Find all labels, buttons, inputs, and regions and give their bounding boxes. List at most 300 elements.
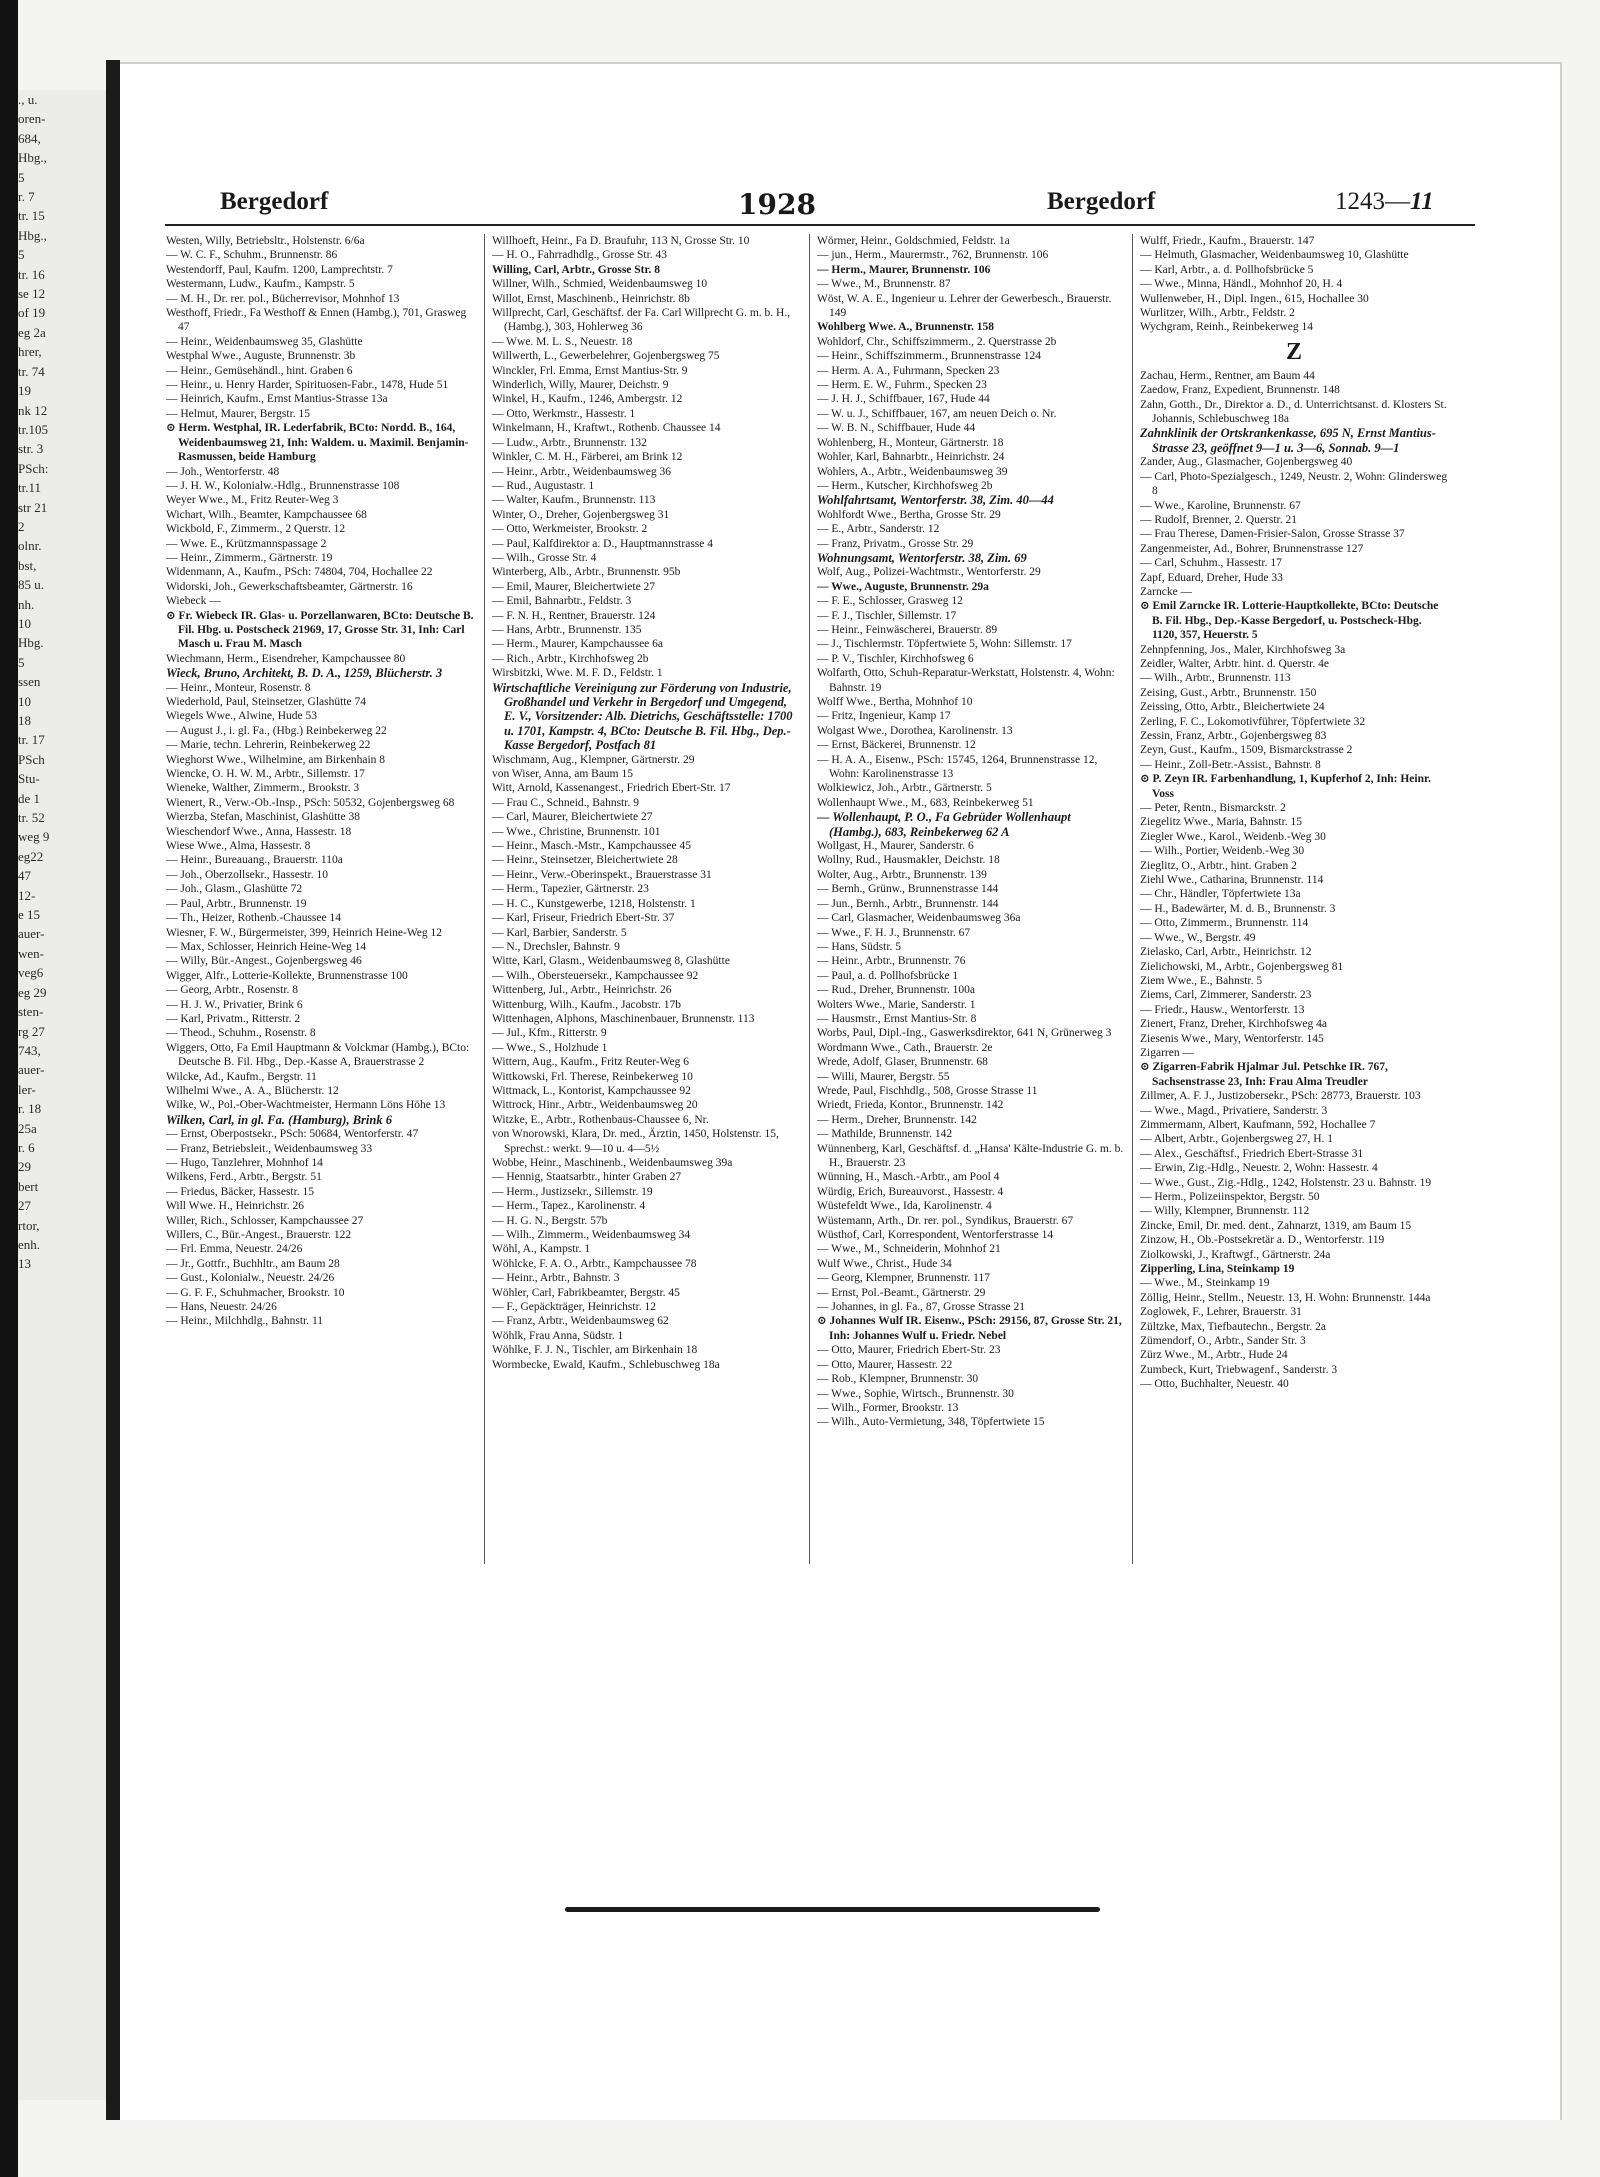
directory-entry: — M. H., Dr. rer. pol., Bücherrevisor, Mohnhof 13 bbox=[166, 292, 400, 305]
directory-entry: Wöhlke, F. J. N., Tischler, am Birkenhain 18 bbox=[492, 1344, 698, 1357]
directory-entry: Zinzow, H., Ob.-Postsekretär a. D., Wentorferstr. 119 bbox=[1140, 1234, 1385, 1247]
directory-entry: — H. O., Fahrradhdlg., Grosse Str. 43 bbox=[492, 249, 668, 262]
directory-entry: — Franz, Betriebsleit., Weidenbaumsweg 33 bbox=[166, 1142, 373, 1155]
directory-entry: — Hans, Neuestr. 24/26 bbox=[166, 1301, 277, 1314]
directory-entry: Wollenhaupt Wwe., M., 683, Reinbekerweg 51 bbox=[817, 796, 1034, 809]
directory-entry: — Wwe., Christine, Brunnenstr. 101 bbox=[492, 825, 661, 838]
column-divider bbox=[809, 234, 810, 1564]
directory-entry: — P. V., Tischler, Kirchhofsweg 6 bbox=[817, 652, 974, 665]
directory-entry: Würdig, Erich, Bureauvorst., Hassestr. 4 bbox=[817, 1185, 1004, 1198]
directory-entry: — W. u. J., Schiffbauer, 167, am neuen Deich o. Nr. bbox=[817, 407, 1057, 420]
directory-entry: — Otto, Zimmerm., Brunnenstr. 114 bbox=[1140, 917, 1309, 930]
directory-entry: Zienert, Franz, Dreher, Kirchhofsweg 4a bbox=[1140, 1018, 1327, 1031]
directory-entry: — Jr., Gottfr., Buchhltr., am Baum 28 bbox=[166, 1257, 340, 1270]
directory-entry: Wurlitzer, Wilh., Arbtr., Feldstr. 2 bbox=[1140, 307, 1295, 320]
directory-entry: — Heinr., Steinsetzer, Bleichertwiete 28 bbox=[492, 854, 678, 867]
directory-entry: Wolfarth, Otto, Schuh-Reparatur-Werkstatt, Holstenstr. 4, Wohn: Bahnstr. 19 bbox=[817, 667, 1115, 694]
directory-column-4 bbox=[1140, 234, 1448, 1564]
directory-entry: ⊙ Zigarren-Fabrik Hjalmar Jul. Petschke IR. 767, Sachsenstrasse 23, Inh: Frau Alma Treudler bbox=[1140, 1061, 1388, 1088]
directory-entry: — Heinr., Feinwäscherei, Brauerstr. 89 bbox=[817, 623, 998, 636]
directory-entry: — Heinr., Arbtr., Weidenbaumsweg 36 bbox=[492, 465, 672, 478]
directory-entry: Winderlich, Willy, Maurer, Deichstr. 9 bbox=[492, 379, 669, 392]
directory-entry: — Alex., Geschäftsf., Friedrich Ebert-Strasse 31 bbox=[1140, 1147, 1364, 1160]
facing-page-fragment: 12- bbox=[18, 887, 36, 903]
directory-entry: Wobbe, Heinr., Maschinenb., Weidenbaumsweg 39a bbox=[492, 1157, 733, 1169]
facing-page-fragment: eg 2a bbox=[18, 324, 46, 340]
directory-entry: — Mathilde, Brunnenstr. 142 bbox=[817, 1128, 953, 1141]
directory-entry: Wilcke, Ad., Kaufm., Bergstr. 11 bbox=[166, 1070, 317, 1083]
directory-entry: — H. J. W., Privatier, Brink 6 bbox=[166, 998, 303, 1011]
directory-entry: — F. J., Tischler, Sillemstr. 17 bbox=[817, 609, 957, 622]
directory-entry: Winterberg, Alb., Arbtr., Brunnenstr. 95b bbox=[492, 566, 681, 579]
directory-entry: — Heinr., Gemüsehändl., hint. Graben 6 bbox=[166, 364, 353, 377]
directory-entry: Wischmann, Aug., Klempner, Gärtnerstr. 29 bbox=[492, 753, 695, 766]
directory-entry: Wilkens, Ferd., Arbtr., Bergstr. 51 bbox=[166, 1171, 322, 1184]
directory-entry: — Heinr., Zoll-Betr.-Assist., Bahnstr. 8 bbox=[1140, 758, 1321, 771]
directory-entry: Westphal Wwe., Auguste, Brunnenstr. 3b bbox=[166, 350, 356, 363]
directory-entry: — Jul., Kfm., Ritterstr. 9 bbox=[492, 1027, 607, 1040]
directory-entry: — Paul, Arbtr., Brunnenstr. 19 bbox=[166, 897, 307, 910]
directory-entry: Ziesenis Wwe., Mary, Wentorferstr. 145 bbox=[1140, 1032, 1324, 1045]
directory-entry: Wohldorf, Chr., Schiffszimmerm., 2. Querstrasse 2b bbox=[817, 335, 1057, 348]
directory-entry: Zipperling, Lina, Steinkamp 19 bbox=[1140, 1263, 1295, 1276]
directory-entry: — Carl, Schuhm., Hassestr. 17 bbox=[1140, 557, 1282, 570]
directory-entry: — Hennig, Staatsarbtr., hinter Graben 27 bbox=[492, 1171, 682, 1184]
directory-entry: Willot, Ernst, Maschinenb., Heinrichstr. 8b bbox=[492, 292, 690, 305]
directory-entry: Wulff, Friedr., Kaufm., Brauerstr. 147 bbox=[1140, 235, 1315, 247]
directory-entry: — G. F. F., Schuhmacher, Brookstr. 10 bbox=[166, 1286, 345, 1299]
directory-entry: Witte, Karl, Glasm., Weidenbaumsweg 8, Glashütte bbox=[492, 955, 730, 968]
directory-entry: — Herm. A. A., Fuhrmann, Specken 23 bbox=[817, 364, 1000, 377]
directory-entry: — Heinr., Schiffszimmerm., Brunnenstrasse 124 bbox=[817, 350, 1042, 363]
directory-page bbox=[120, 62, 1562, 2120]
facing-page-fragment: sten- bbox=[18, 1004, 44, 1020]
directory-entry: Ziegler Wwe., Karol., Weidenb.-Weg 30 bbox=[1140, 830, 1326, 843]
directory-entry: Zahnklinik der Ortskrankenkasse, 695 N, Ernst Mantius-Strasse 23, geöffnet 9—1 u. 3—6, Sonnab. 9—1 bbox=[1140, 426, 1436, 455]
directory-entry: Wirtschaftliche Vereinigung zur Förderung von Industrie, Großhandel und Verkehr in Bergedorf und Umgegend, E. V., Vorsitzender: Alb. Dietrichs, Geschäftsstelle: 1700 u. 1701, Kampstr. 4, BCto: Deutsche B. Fil. Hbg., Dep.-Kasse Bergedorf, Postfach 81 bbox=[492, 680, 793, 753]
directory-entry: Wullenweber, H., Dipl. Ingen., 615, Hochallee 30 bbox=[1140, 292, 1369, 305]
directory-entry: — Herm., Tapezier, Gärtnerstr. 23 bbox=[492, 883, 649, 896]
directory-entry: Zieglitz, O., Arbtr., hint. Graben 2 bbox=[1140, 859, 1297, 872]
page-header bbox=[150, 184, 1495, 224]
directory-entry: Zimmermann, Albert, Kaufmann, 592, Hochallee 7 bbox=[1140, 1118, 1376, 1131]
directory-entry: — Rud., Dreher, Brunnenstr. 100a bbox=[817, 984, 975, 997]
facing-page-fragment: 29 bbox=[18, 1159, 31, 1175]
directory-entry: Wöst, W. A. E., Ingenieur u. Lehrer der Gewerbesch., Brauerstr. 149 bbox=[817, 292, 1112, 320]
directory-entry: — F. N. H., Rentner, Brauerstr. 124 bbox=[492, 609, 656, 622]
directory-entry: — Marie, techn. Lehrerin, Reinbekerweg 22 bbox=[166, 739, 371, 752]
directory-entry: — Fritz, Ingenieur, Kamp 17 bbox=[817, 710, 951, 723]
facing-page-fragment: 18 bbox=[18, 713, 31, 728]
facing-page-fragment: enh. bbox=[18, 1236, 41, 1252]
directory-entry: Ziems, Carl, Zimmerer, Sanderstr. 23 bbox=[1140, 989, 1312, 1002]
directory-entry: — Herm., Tapez., Karolinenstr. 4 bbox=[492, 1200, 646, 1213]
directory-entry: — W. C. F., Schuhm., Brunnenstr. 86 bbox=[166, 249, 338, 262]
facing-page-fragment: Stu- bbox=[18, 771, 40, 787]
facing-page-fragment: ler- bbox=[18, 1081, 36, 1097]
directory-entry: Wordmann Wwe., Cath., Brauerstr. 2e bbox=[817, 1041, 993, 1054]
directory-entry: — Wilh., Zimmerm., Weidenbaumsweg 34 bbox=[492, 1229, 691, 1242]
directory-entry: Willwerth, L., Gewerbelehrer, Gojenbergsweg 75 bbox=[492, 350, 720, 363]
facing-page-fragment: rg 27 bbox=[18, 1023, 45, 1039]
facing-page-fragment: rtor, bbox=[18, 1217, 40, 1233]
directory-entry: Wünnenberg, Karl, Geschäftsf. d. „Hansa' Kälte-Industrie G. m. b. H., Brauerstr. 23 bbox=[817, 1142, 1124, 1169]
directory-entry: — Wwe. M. L. S., Neuestr. 18 bbox=[492, 335, 633, 348]
directory-entry: Westhoff, Friedr., Fa Westhoff & Ennen (Hambg.), 701, Grasweg 47 bbox=[166, 307, 467, 334]
directory-entry: — W. B. N., Schiffbauer, Hude 44 bbox=[817, 422, 976, 435]
facing-page-fragment: ssen bbox=[18, 674, 41, 690]
directory-entry: Wormbecke, Ewald, Kaufm., Schlebuschweg 18a bbox=[492, 1358, 720, 1371]
directory-entry: — Wwe. E., Krützmannspassage 2 bbox=[166, 537, 327, 550]
directory-entry: Wöhlcke, F. A. O., Arbtr., Kampchaussee 78 bbox=[492, 1257, 697, 1270]
page-number-suffix: 11 bbox=[1410, 188, 1434, 215]
directory-entry: — Wollenhaupt, P. O., Fa Gebrüder Wollenhaupt (Hambg.), 683, Reinbekerweg 62 A bbox=[817, 810, 1071, 839]
directory-entry: — Gust., Kolonialw., Neuestr. 24/26 bbox=[166, 1272, 335, 1285]
directory-entry: Wigger, Alfr., Lotterie-Kollekte, Brunnenstrasse 100 bbox=[166, 969, 408, 982]
directory-entry: Wienert, R., Verw.-Ob.-Insp., PSch: 50532, Gojenbergsweg 68 bbox=[166, 796, 455, 809]
directory-entry: — Hans, Arbtr., Brunnenstr. 135 bbox=[492, 623, 642, 636]
directory-entry: Wüstefeldt Wwe., Ida, Karolinenstr. 4 bbox=[817, 1200, 992, 1213]
directory-entry: Winkel, H., Kaufm., 1246, Ambergstr. 12 bbox=[492, 393, 683, 406]
directory-entry: Wieneke, Walther, Zimmerm., Brookstr. 3 bbox=[166, 782, 360, 795]
directory-entry: — Wwe., Auguste, Brunnenstr. 29a bbox=[817, 580, 989, 593]
facing-page-fragment: 10 bbox=[18, 615, 31, 631]
directory-entry: — Karl, Barbier, Sanderstr. 5 bbox=[492, 926, 627, 939]
facing-page-fragment: r. 7 bbox=[18, 189, 35, 205]
directory-entry: Zander, Aug., Glasmacher, Gojenbergsweg 40 bbox=[1140, 456, 1353, 469]
directory-entry: Wichart, Wilh., Beamter, Kampchaussee 68 bbox=[166, 508, 367, 521]
facing-page-fragment: nh. bbox=[18, 596, 35, 612]
directory-column-2 bbox=[492, 234, 800, 1564]
directory-entry: Wilhelmi Wwe., A. A., Blücherstr. 12 bbox=[166, 1084, 339, 1097]
directory-entry: — Wilh., Grosse Str. 4 bbox=[492, 551, 597, 564]
directory-entry: — Wwe., W., Bergstr. 49 bbox=[1140, 931, 1256, 944]
directory-entry: Zehnpfenning, Jos., Maler, Kirchhofsweg 3a bbox=[1140, 643, 1346, 656]
facing-page-fragment: tr.105 bbox=[18, 421, 48, 437]
directory-entry: Wittenburg, Wilh., Kaufm., Jacobstr. 17b bbox=[492, 998, 682, 1011]
facing-page-fragment: bert bbox=[18, 1178, 39, 1194]
directory-entry: — Jun., Bernh., Arbtr., Brunnenstr. 144 bbox=[817, 897, 999, 910]
directory-entry: ⊙ Fr. Wiebeck IR. Glas- u. Porzellanwaren, BCto: Deutsche B. Fil. Hbg. u. Postscheck 21969, 17, Grosse Str. 31, Inh: Carl Masch u. Frau M. Masch bbox=[166, 609, 474, 651]
directory-entry: — Otto, Maurer, Friedrich Ebert-Str. 23 bbox=[817, 1344, 1001, 1357]
page-number-main: 1243— bbox=[1335, 188, 1410, 215]
directory-entry: Willprecht, Carl, Geschäftsf. der Fa. Carl Willprecht G. m. b. H., (Hambg.), 303, Hohlerweg 36 bbox=[492, 307, 791, 334]
facing-page-fragment: eg22 bbox=[18, 848, 44, 864]
directory-entry: Ziegelitz Wwe., Maria, Bahnstr. 15 bbox=[1140, 816, 1303, 829]
directory-entry: Wörmer, Heinr., Goldschmied, Feldstr. 1a bbox=[817, 235, 1010, 247]
facing-page-fragment: 10 bbox=[18, 693, 31, 709]
facing-page-fragment: olnr. bbox=[18, 538, 42, 554]
column-divider bbox=[484, 234, 485, 1564]
directory-entry: Worbs, Paul, Dipl.-Ing., Gaswerksdirektor, 641 N, Grünerweg 3 bbox=[817, 1027, 1112, 1040]
directory-entry: — Heinr., u. Henry Harder, Spirituosen-Fabr., 1478, Hude 51 bbox=[166, 379, 449, 392]
directory-entry: — H. A. A., Eisenw., PSch: 15745, 1264, Brunnenstrasse 12, Wohn: Karolinenstrasse 13 bbox=[817, 753, 1098, 781]
directory-entry: — Wwe., M., Brunnenstr. 87 bbox=[817, 278, 951, 291]
running-head-left: Bergedorf bbox=[220, 188, 329, 215]
directory-entry: — Helmuth, Glasmacher, Weidenbaumsweg 10, Glashütte bbox=[1140, 249, 1409, 262]
facing-page-fragment: nk 12 bbox=[18, 402, 48, 418]
directory-entry: — Wilh., Auto-Vermietung, 348, Töpfertwiete 15 bbox=[817, 1416, 1045, 1429]
directory-entry: Zumbeck, Kurt, Triebwagenf., Sanderstr. 3 bbox=[1140, 1363, 1338, 1376]
directory-entry: Witt, Arnold, Kassenangest., Friedrich Ebert-Str. 17 bbox=[492, 782, 731, 795]
facing-page-fragment: hrer, bbox=[18, 344, 42, 360]
facing-page-fragment: str 21 bbox=[18, 499, 48, 515]
directory-entry: Zangenmeister, Ad., Bohrer, Brunnenstrasse 127 bbox=[1140, 542, 1364, 555]
directory-entry: Zürz Wwe., M., Arbtr., Hude 24 bbox=[1140, 1349, 1288, 1362]
directory-entry: Zaedow, Franz, Expedient, Brunnenstr. 148 bbox=[1140, 384, 1340, 397]
directory-entry: — Walter, Kaufm., Brunnenstr. 113 bbox=[492, 494, 656, 507]
directory-entry: Wieck, Bruno, Architekt, B. D. A., 1259, Blücherstr. 3 bbox=[166, 666, 443, 681]
directory-column-1 bbox=[166, 234, 474, 1564]
directory-entry: — Georg, Klempner, Brunnenstr. 117 bbox=[817, 1272, 990, 1285]
directory-entry: Winkler, C. M. H., Färberei, am Brink 12 bbox=[492, 451, 683, 464]
directory-entry: — Friedus, Bäcker, Hassestr. 15 bbox=[166, 1185, 315, 1198]
directory-entry: — Wwe., S., Holzhude 1 bbox=[492, 1041, 608, 1054]
directory-entry: Wilke, W., Pol.-Ober-Wachtmeister, Hermann Löns Höhe 13 bbox=[166, 1099, 446, 1112]
directory-entry: — Wwe., Sophie, Wirtsch., Brunnenstr. 30 bbox=[817, 1387, 1014, 1400]
directory-entry: — Willy, Bür.-Angest., Gojenbergsweg 46 bbox=[166, 955, 362, 968]
directory-entry: Zültzke, Max, Tiefbautechn., Bergstr. 2a bbox=[1140, 1320, 1326, 1333]
directory-entry: Willner, Wilh., Schmied, Weidenbaumsweg 10 bbox=[492, 278, 708, 291]
directory-entry: — Heinr., Arbtr., Brunnenstr. 76 bbox=[817, 955, 966, 968]
directory-entry: — Willi, Maurer, Bergstr. 55 bbox=[817, 1070, 950, 1083]
directory-entry: Wünning, H., Masch.-Arbtr., am Pool 4 bbox=[817, 1171, 1000, 1184]
directory-entry: Wittrock, Hinr., Arbtr., Weidenbaumsweg 20 bbox=[492, 1099, 698, 1112]
facing-page-fragment: 27 bbox=[18, 1198, 31, 1214]
facing-page-fragment: tr. 15 bbox=[18, 208, 45, 224]
directory-entry: — Joh., Glasm., Glashütte 72 bbox=[166, 883, 303, 896]
directory-entry: — Heinr., Bureauang., Brauerstr. 110a bbox=[166, 854, 343, 867]
directory-entry: — Wilh., Portier, Weidenb.-Weg 30 bbox=[1140, 845, 1305, 858]
directory-entry: — August J., i. gl. Fa., (Hbg.) Reinbekerweg 22 bbox=[166, 724, 387, 737]
directory-entry: — Ernst, Bäckerei, Brunnenstr. 12 bbox=[817, 739, 976, 752]
directory-entry: Zincke, Emil, Dr. med. dent., Zahnarzt, 1319, am Baum 15 bbox=[1140, 1219, 1412, 1232]
directory-entry: Wriedt, Frieda, Kontor., Brunnenstr. 142 bbox=[817, 1099, 1004, 1112]
directory-entry: Wieghorst Wwe., Wilhelmine, am Birkenhain 8 bbox=[166, 753, 386, 766]
directory-entry: — Heinr., Arbtr., Bahnstr. 3 bbox=[492, 1272, 620, 1285]
directory-entry: — F., Gepäckträger, Heinrichstr. 12 bbox=[492, 1301, 657, 1314]
directory-entry: Zigarren — bbox=[1140, 1046, 1194, 1059]
directory-entry: ⊙ Herm. Westphal, IR. Lederfabrik, BCto: Nordd. B., 164, Weidenbaumsweg 21, Inh: Waldem. u. Maximil. Benjamin-Rasmussen, beide Hamburg bbox=[166, 422, 469, 464]
directory-entry: — Heinr., Masch.-Mstr., Kampchaussee 45 bbox=[492, 840, 691, 853]
directory-entry: Wrede, Adolf, Glaser, Brunnenstr. 68 bbox=[817, 1056, 988, 1069]
directory-entry: — F. E., Schlosser, Grasweg 12 bbox=[817, 595, 963, 608]
directory-entry: — Herm., Kutscher, Kirchhofsweg 2b bbox=[817, 479, 993, 492]
directory-entry: Zeidler, Walter, Arbtr. hint. d. Querstr. 4e bbox=[1140, 657, 1329, 670]
directory-entry: — Rob., Klempner, Brunnenstr. 30 bbox=[817, 1373, 979, 1386]
directory-entry: Zoglowek, F., Lehrer, Brauerstr. 31 bbox=[1140, 1306, 1302, 1319]
facing-page-fragment: Hbg., bbox=[18, 227, 47, 243]
directory-entry: — Paul, Kalfdirektor a. D., Hauptmannstrasse 4 bbox=[492, 537, 714, 550]
directory-entry: Westen, Willy, Betriebsltr., Holstenstr. 6/6a bbox=[166, 235, 365, 247]
directory-entry: Ziehl Wwe., Catharina, Brunnenstr. 114 bbox=[1140, 874, 1324, 887]
directory-entry: — Peter, Rentn., Bismarckstr. 2 bbox=[1140, 802, 1286, 815]
directory-entry: — Rud., Augustastr. 1 bbox=[492, 479, 595, 492]
directory-entry: — Carl, Maurer, Bleichertwiete 27 bbox=[492, 811, 653, 824]
directory-entry: Willhoeft, Heinr., Fa D. Braufuhr, 113 N, Grosse Str. 10 bbox=[492, 235, 750, 247]
directory-entry: — Ludw., Arbtr., Brunnenstr. 132 bbox=[492, 436, 647, 449]
directory-entry: Wöhl, A., Kampstr. 1 bbox=[492, 1243, 591, 1256]
directory-entry: — Erwin, Zig.-Hdlg., Neuestr. 2, Wohn: Hassestr. 4 bbox=[1140, 1162, 1378, 1175]
directory-entry: — Hans, Südstr. 5 bbox=[817, 940, 902, 953]
directory-entry: Wolters Wwe., Marie, Sanderstr. 1 bbox=[817, 998, 976, 1011]
directory-entry: Wirsbitzki, Wwe. M. F. D., Feldstr. 1 bbox=[492, 667, 663, 680]
directory-entry: — Carl, Photo-Spezialgesch., 1249, Neustr. 2, Wohn: Glindersweg 8 bbox=[1140, 470, 1448, 498]
directory-entry: Wiebeck — bbox=[166, 595, 221, 608]
facing-page-fragment: of 19 bbox=[18, 305, 46, 321]
directory-entry: — Wwe., Karoline, Brunnenstr. 67 bbox=[1140, 499, 1301, 512]
facing-page-fragment: tr. 17 bbox=[18, 732, 45, 748]
column-divider bbox=[1132, 234, 1133, 1564]
facing-page-fragment: str. 3 bbox=[18, 441, 44, 457]
directory-entry: Wiesner, F. W., Bürgermeister, 399, Heinrich Heine-Weg 12 bbox=[166, 926, 443, 939]
directory-entry: Widenmann, A., Kaufm., PSch: 74804, 704, Hochallee 22 bbox=[166, 566, 433, 579]
directory-entry: — Emil, Maurer, Bleichertwiete 27 bbox=[492, 580, 656, 593]
facing-page-fragment: r. 18 bbox=[18, 1101, 42, 1117]
directory-entry: — Heinr., Zimmerm., Gärtnerstr. 19 bbox=[166, 551, 333, 564]
directory-entry: ⊙ Johannes Wulf IR. Eisenw., PSch: 29156, 87, Grosse Str. 21, Inh: Johannes Wulf u. Friedr. Nebel bbox=[817, 1315, 1122, 1342]
directory-entry: Wulf Wwe., Christ., Hude 34 bbox=[817, 1257, 952, 1270]
directory-entry: Witzke, E., Arbtr., Rothenbaus-Chaussee 6, Nr. bbox=[492, 1113, 709, 1126]
facing-page-fragment: oren- bbox=[18, 111, 46, 127]
directory-entry: — Wwe., Magd., Privatiere, Sanderstr. 3 bbox=[1140, 1104, 1328, 1117]
directory-entry: Wiechmann, Herm., Eisendreher, Kampchaussee 80 bbox=[166, 652, 406, 665]
directory-entry: Wiederhold, Paul, Steinsetzer, Glashütte 74 bbox=[166, 696, 366, 708]
directory-entry: — Frau Therese, Damen-Frisier-Salon, Grosse Strasse 37 bbox=[1140, 528, 1405, 541]
directory-entry: Wüsthof, Carl, Korrespondent, Wentorferstrasse 14 bbox=[817, 1229, 1054, 1242]
directory-entry: — jun., Herm., Maurermstr., 762, Brunnenstr. 106 bbox=[817, 249, 1049, 262]
directory-entry: — Bernh., Grünw., Brunnenstrasse 144 bbox=[817, 883, 999, 896]
directory-entry: — Heinr., Weidenbaumsweg 35, Glashütte bbox=[166, 335, 363, 348]
directory-column-3 bbox=[817, 234, 1125, 1564]
directory-entry: Zachau, Herm., Rentner, am Baum 44 bbox=[1140, 369, 1315, 382]
directory-entry: — Wwe., M., Steinkamp 19 bbox=[1140, 1277, 1270, 1290]
directory-entry: Wolf, Aug., Polizei-Wachtmstr., Wentorferstr. 29 bbox=[817, 566, 1041, 579]
directory-entry: — Joh., Wentorferstr. 48 bbox=[166, 465, 280, 478]
facing-page-fragment: 47 bbox=[18, 868, 31, 884]
directory-entry: — Herm. E. W., Fuhrm., Specken 23 bbox=[817, 379, 987, 392]
directory-entry: ⊙ Emil Zarncke IR. Lotterie-Hauptkollekte, BCto: Deutsche B. Fil. Hbg., Dep.-Kasse Bergedorf, u. Postscheck-Hbg. 1120, 357, Heuerstr. 5 bbox=[1140, 600, 1439, 642]
scan-edge-left bbox=[0, 0, 18, 2177]
directory-entry: — Max, Schlosser, Heinrich Heine-Weg 14 bbox=[166, 940, 367, 953]
directory-entry: Wohlberg Wwe. A., Brunnenstr. 158 bbox=[817, 321, 994, 334]
running-head-right: Bergedorf bbox=[1047, 188, 1156, 215]
facing-page-fragment: de 1 bbox=[18, 790, 41, 806]
directory-entry: — Rich., Arbtr., Kirchhofsweg 2b bbox=[492, 652, 649, 665]
directory-entry: Wolkiewicz, Joh., Arbtr., Gärtnerstr. 5 bbox=[817, 782, 992, 795]
end-of-section-rule bbox=[565, 1907, 1100, 1912]
facing-page-fragment: 25a bbox=[18, 1120, 37, 1136]
directory-entry: — Johannes, in gl. Fa., 87, Grosse Strasse 21 bbox=[817, 1301, 1025, 1314]
facing-page-fragment: Hbg. bbox=[18, 635, 44, 651]
directory-entry: Wohler, Karl, Bahnarbtr., Heinrichstr. 24 bbox=[817, 451, 1005, 464]
facing-page-fragment: r. 6 bbox=[18, 1139, 35, 1155]
facing-page-fragment: weg 9 bbox=[18, 829, 50, 845]
directory-entry: Wöhler, Carl, Fabrikbeamter, Bergstr. 45 bbox=[492, 1286, 680, 1299]
header-rule bbox=[165, 224, 1475, 226]
directory-entry: — Heinr., Milchhdlg., Bahnstr. 11 bbox=[166, 1315, 324, 1328]
directory-entry: — Heinrich, Kaufm., Ernst Mantius-Strasse 13a bbox=[166, 393, 388, 406]
directory-entry: Zerling, F. C., Lokomotivführer, Töpfertwiete 32 bbox=[1140, 715, 1366, 728]
directory-entry: Wolgast Wwe., Dorothea, Karolinenstr. 13 bbox=[817, 724, 1013, 737]
directory-entry: — Herm., Polizeiinspektor, Bergstr. 50 bbox=[1140, 1191, 1320, 1203]
facing-page-fragment: veg6 bbox=[18, 965, 44, 981]
directory-entry: Wiese Wwe., Alma, Hassestr. 8 bbox=[166, 840, 311, 853]
directory-entry: Wollny, Rud., Hausmakler, Deichstr. 18 bbox=[817, 854, 1000, 867]
facing-page bbox=[18, 90, 109, 2100]
directory-entry: Wohlfahrtsamt, Wentorferstr. 38, Zim. 40—44 bbox=[817, 493, 1054, 508]
facing-page-fragment: ., u. bbox=[18, 92, 38, 107]
directory-entry: Wohlers, A., Arbtr., Weidenbaumsweg 39 bbox=[817, 465, 1008, 478]
facing-page-fragment: tr.11 bbox=[18, 480, 41, 496]
facing-page-fragment: 19 bbox=[18, 383, 31, 399]
directory-entry: Wittern, Aug., Kaufm., Fritz Reuter-Weg 6 bbox=[492, 1056, 690, 1069]
running-head-year: 1928 bbox=[738, 188, 816, 221]
directory-entry: — Th., Heizer, Rothenb.-Chaussee 14 bbox=[166, 912, 341, 925]
directory-entry: — Wilh., Arbtr., Brunnenstr. 113 bbox=[1140, 672, 1291, 685]
directory-entry: Winckler, Frl. Emma, Ernst Mantius-Str. 9 bbox=[492, 364, 688, 377]
facing-page-fragment: 13 bbox=[18, 1256, 31, 1272]
directory-entry: — Wilh., Former, Brookstr. 13 bbox=[817, 1401, 959, 1414]
directory-entry: Winter, O., Dreher, Gojenbergsweg 31 bbox=[492, 508, 670, 521]
directory-entry: Will Wwe. H., Heinrichstr. 26 bbox=[166, 1200, 304, 1213]
facing-page-fragment: tr. 16 bbox=[18, 266, 45, 282]
directory-entry: — Emil, Bahnarbtr., Feldstr. 3 bbox=[492, 595, 632, 608]
facing-page-fragment: eg 29 bbox=[18, 984, 47, 1000]
directory-entry: Wohlenberg, H., Monteur, Gärtnerstr. 18 bbox=[817, 436, 1004, 449]
directory-entry: — Herm., Dreher, Brunnenstr. 142 bbox=[817, 1113, 977, 1126]
directory-entry: Wilken, Carl, in gl. Fa. (Hamburg), Brink 6 bbox=[166, 1112, 392, 1127]
facing-page-fragment: auer- bbox=[18, 926, 45, 942]
directory-entry: ⊙ P. Zeyn IR. Farbenhandlung, 1, Kupferhof 2, Inh: Heinr. Voss bbox=[1140, 773, 1431, 800]
directory-entry: Winkelmann, H., Kraftwt., Rothenb. Chaussee 14 bbox=[492, 422, 721, 435]
directory-entry: Zeissing, Otto, Arbtr., Bleichertwiete 24 bbox=[1140, 701, 1325, 714]
directory-entry: Wiencke, O. H. W. M., Arbtr., Sillemstr. 17 bbox=[166, 768, 365, 781]
facing-page-fragment: e 15 bbox=[18, 907, 41, 923]
directory-entry: — Otto, Maurer, Hassestr. 22 bbox=[817, 1358, 953, 1371]
directory-entry: Wittkowski, Frl. Therese, Reinbekerweg 10 bbox=[492, 1070, 693, 1083]
directory-entry: — H. G. N., Bergstr. 57b bbox=[492, 1214, 608, 1227]
directory-entry: Wohlfordt Wwe., Bertha, Grosse Str. 29 bbox=[817, 508, 1001, 521]
directory-entry: — Rudolf, Brenner, 2. Querstr. 21 bbox=[1140, 513, 1298, 526]
directory-entry: — Wwe., Gust., Zig.-Hdlg., 1242, Holstenstr. 23 u. Bahnstr. 19 bbox=[1140, 1176, 1432, 1189]
directory-entry: Wittenhagen, Alphons, Maschinenbauer, Brunnenstr. 113 bbox=[492, 1012, 755, 1025]
directory-entry: — H. C., Kunstgewerbe, 1218, Holstenstr. 1 bbox=[492, 897, 696, 910]
directory-entry: — Otto, Werkmstr., Hassestr. 1 bbox=[492, 407, 636, 420]
directory-entry: von Wiser, Anna, am Baum 15 bbox=[492, 768, 633, 781]
directory-entry: — E., Arbtr., Sanderstr. 12 bbox=[817, 523, 940, 536]
directory-entry: — Hausmstr., Ernst Mantius-Str. 8 bbox=[817, 1012, 977, 1025]
directory-entry: Zielichowski, M., Arbtr., Gojenbergsweg 81 bbox=[1140, 960, 1344, 973]
facing-page-fragment: Hbg., bbox=[18, 150, 47, 166]
directory-entry: — Carl, Glasmacher, Weidenbaumsweg 36a bbox=[817, 912, 1021, 925]
directory-entry: — Ernst, Oberpostsekr., PSch: 50684, Wentorferstr. 47 bbox=[166, 1128, 419, 1141]
facing-page-fragment: auer- bbox=[18, 1062, 45, 1078]
directory-entry: Wüstemann, Arth., Dr. rer. pol., Syndikus, Brauerstr. 67 bbox=[817, 1214, 1074, 1227]
directory-entry: Wittmack, L., Kontorist, Kampchaussee 92 bbox=[492, 1084, 691, 1097]
directory-entry: — H., Badewärter, M. d. B., Brunnenstr. 3 bbox=[1140, 902, 1336, 915]
facing-page-fragment: se 12 bbox=[18, 286, 46, 302]
directory-entry: — Albert, Arbtr., Gojenbergsweg 27, H. 1 bbox=[1140, 1133, 1334, 1146]
facing-page-fragment: PSch: bbox=[18, 460, 49, 476]
facing-page-fragment: tr. 52 bbox=[18, 810, 45, 826]
directory-entry: — J. H. J., Schiffbauer, 167, Hude 44 bbox=[817, 393, 990, 406]
directory-entry: — Georg, Arbtr., Rosenstr. 8 bbox=[166, 984, 299, 997]
directory-entry: — Franz, Privatm., Grosse Str. 29 bbox=[817, 537, 974, 550]
directory-entry: — Herm., Justizsekr., Sillemstr. 19 bbox=[492, 1185, 653, 1198]
facing-page-fragment: 5 bbox=[18, 169, 25, 185]
directory-entry: Wolter, Aug., Arbtr., Brunnenstr. 139 bbox=[817, 868, 987, 881]
